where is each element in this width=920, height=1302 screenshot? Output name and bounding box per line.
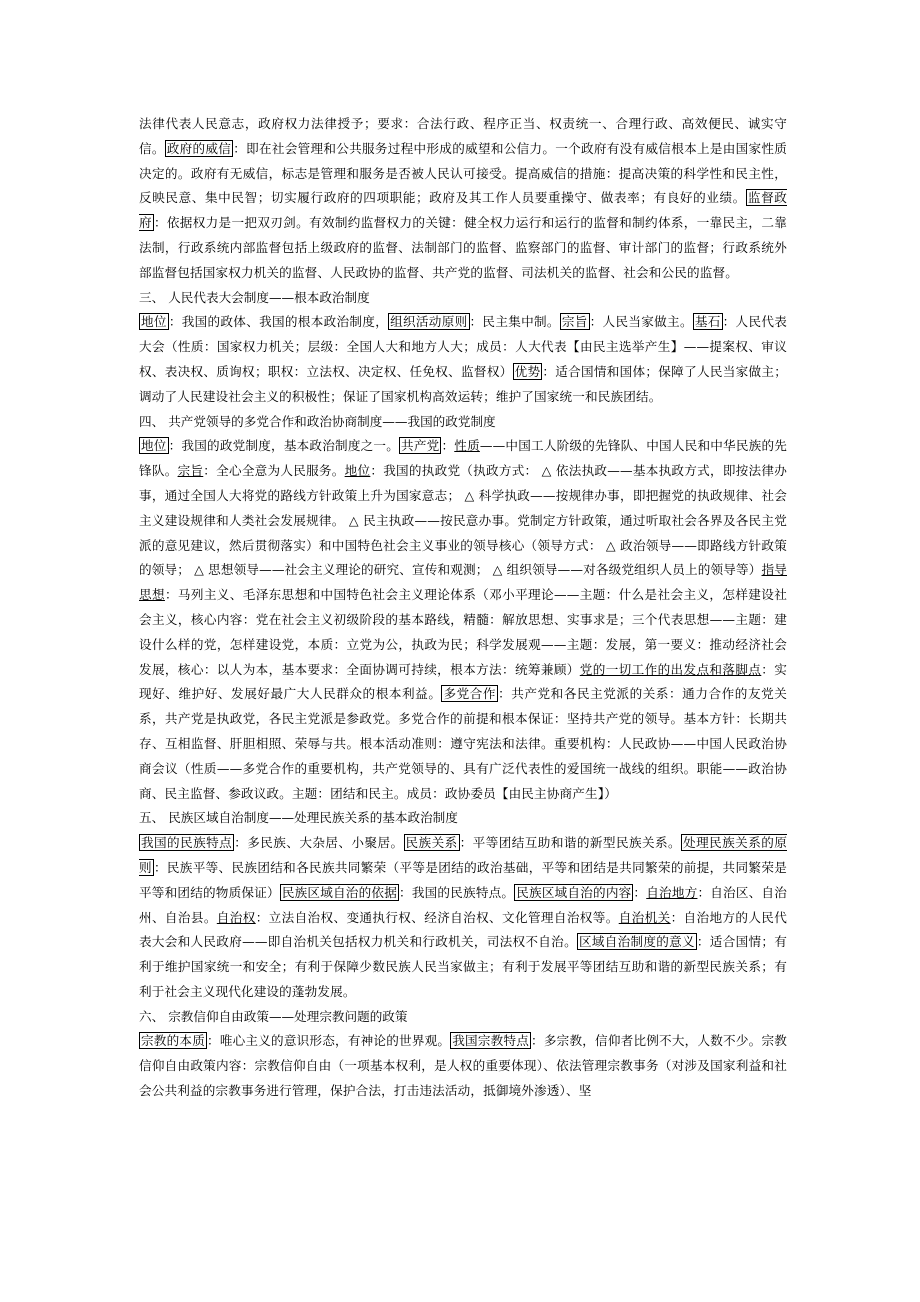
underlined-term: 宗旨 bbox=[177, 463, 204, 479]
underlined-term: 自治机关 bbox=[618, 909, 671, 925]
text-run: ：多宗教，信仰者比例不大，人数不少。宗教信仰自由政策内容：宗教信仰自由（一项基本权利，是人权的重要体现）、依法管理宗教事务（对涉及国家利益和社会公共利益的宗教事务进行管理，保护合法，打击违法活动，抵御境外渗透）、坚 bbox=[139, 1033, 788, 1099]
paragraph bbox=[139, 112, 787, 286]
boxed-term: 政府的威信 bbox=[166, 140, 232, 156]
document-body bbox=[139, 112, 787, 1104]
text-run: ：全心全意为人民服务。 bbox=[203, 463, 345, 479]
section-heading bbox=[139, 1005, 787, 1030]
underlined-term: 自治权 bbox=[216, 909, 256, 925]
boxed-term: 组织活动原则 bbox=[390, 314, 468, 330]
text-run: 五、 民族区域自治制度——处理民族关系的基本政治制度 bbox=[139, 810, 458, 826]
underlined-term: 自治地方 bbox=[646, 884, 698, 900]
boxed-term: 监督政府 bbox=[139, 190, 788, 231]
text-run: ： bbox=[441, 438, 455, 454]
boxed-term: 民族区域自治的内容 bbox=[516, 884, 632, 900]
text-run: ：平等团结互助和谐的新型民族关系。 bbox=[459, 835, 682, 851]
text-run: 六、 宗教信仰自由政策——处理宗教问题的政策 bbox=[139, 1008, 408, 1024]
paragraph bbox=[139, 1029, 787, 1103]
boxed-term: 我国宗教特点 bbox=[452, 1033, 530, 1049]
underlined-term: 地位 bbox=[344, 463, 371, 479]
text-run: ： bbox=[633, 884, 647, 900]
text-run: ：人民当家做主。 bbox=[589, 314, 693, 330]
boxed-term: 地位 bbox=[141, 438, 167, 454]
paragraph bbox=[139, 434, 787, 806]
text-run: ：人民代表大会（性质：国家权力机关；层级：全国人大和地方人大；成员：人大代表【由民主选举产生】——提案权、审议权、表决权、质询权；职权：立法权、决定权、任免权、监督权） bbox=[139, 314, 787, 379]
text-run: ：我国的政党制度，基本政治制度之一。 bbox=[168, 438, 400, 454]
boxed-term: 宗教的本质 bbox=[141, 1033, 206, 1049]
text-run: ：立法自治权、变通执行权、经济自治权、文化管理自治权等。 bbox=[255, 909, 619, 925]
text-run: ：我国的民族特点。 bbox=[399, 884, 515, 900]
boxed-term: 区域自治制度的意义 bbox=[578, 934, 695, 950]
text-run: ——中国工人阶级的先锋队、中国人民和中华民族的先锋队。 bbox=[139, 438, 787, 479]
section-heading bbox=[139, 286, 787, 311]
boxed-term: 地位 bbox=[141, 314, 167, 330]
underlined-term: 党的一切工作的出发点和落脚点 bbox=[579, 661, 762, 677]
text-run: ：适合国情；有利于维护国家统一和安全；有利于保障少数民族人民当家做主；有利于发展平等团结互助和谐的新型民族关系；有利于社会主义现代化建设的蓬勃发展。 bbox=[139, 934, 787, 999]
underlined-term: 性质 bbox=[454, 438, 480, 454]
text-run: ：自治区、自治州、自治县。 bbox=[139, 884, 787, 925]
text-run: ：依据权力是一把双刃剑。有效制约监督权力的关键：健全权力运行和运行的监督和制约体系，一靠民主，二靠法制，行政系统内部监督包括上级政府的监督、法制部门的监督、监察部门的监督、审计部门的监督；行政系统外部监督包括国家权力机关的监督、人民政协的监督、共产党的监督、司法机关的监督、社会和公民的监督。 bbox=[139, 215, 787, 280]
text-run: ：自治地方的人民代表大会和人民政府——即自治机关包括权力机关和行政机关，司法权不自治。 bbox=[139, 909, 788, 950]
boxed-term: 民族区域自治的依据 bbox=[281, 884, 398, 900]
boxed-term: 多党合作 bbox=[443, 686, 497, 702]
text-run: ：实现好、维护好、发展好最广大人民群众的根本利益。 bbox=[139, 661, 787, 702]
text-run: ：我国的政体、我国的根本政治制度， bbox=[168, 314, 389, 330]
boxed-term: 宗旨 bbox=[561, 314, 588, 330]
paragraph bbox=[139, 310, 787, 409]
boxed-term: 基石 bbox=[694, 314, 721, 330]
text-run: ：马列主义、毛泽东思想和中国特色社会主义理论体系（邓小平理论——主题：什么是社会主义，怎样建设社会主义，核心内容：党在社会主义初级阶段的基本路线，精髓：解放思想、实事求是；三个代表思想——主题：建设什么样的党，怎样建设党，本质：立党为公，执政为民；科学发展观——主题：发展，第一要义：推动经济社会发展，核心：以人为本，基本要求：全面协调可持续，根本方法：统筹兼顾） bbox=[139, 587, 787, 677]
paragraph bbox=[139, 831, 787, 1005]
section-heading bbox=[139, 806, 787, 831]
text-run: ：我国的执政党（执政方式： △ 依法执政——基本执政方式，即按法律办事，通过全国人大将党的路线方针政策上升为国家意志； △ 科学执政——按规律办事，即把握党的执政规律、社会主义建设规律和人类社会发展规律。 △ 民主执政——按民意办事。党制定方针政策，通过听取社会各界及各民主党派的意见建议，然后贯彻落实）和中国特色社会主义事业的领导核心（领导方式： △ 政治领导——即路线方针政策的领导； △ 思想领导——社会主义理论的研究、宣传和观测； △ 组织领导——对各级党组织人员上的领导等） bbox=[139, 463, 787, 578]
text-run: 四、 共产党领导的多党合作和政治协商制度——我国的政党制度 bbox=[139, 413, 496, 429]
text-run: 法律代表人民意志，政府权力法律授予；要求：合法行政、程序正当、权责统一、合理行政、高效便民、诚实守信。 bbox=[139, 116, 787, 156]
boxed-term: 我国的民族特点 bbox=[141, 835, 233, 851]
text-run: ：民主集中制。 bbox=[469, 314, 560, 330]
text-run: 三、 人民代表大会制度——根本政治制度 bbox=[139, 289, 370, 305]
text-run: ：民族平等、民族团结和各民族共同繁荣（平等是团结的政治基础，平等和团结是共同繁荣的前提，共同繁荣是平等和团结的物质保证） bbox=[139, 859, 787, 900]
boxed-term: 民族关系 bbox=[405, 835, 458, 851]
boxed-term: 处理民族关系的原则 bbox=[139, 835, 787, 875]
text-run: ：多民族、大杂居、小聚居。 bbox=[234, 835, 404, 851]
text-run: ：即在社会管理和公共服务过程中形成的威望和公信力。一个政府有没有威信根本上是由国家性质决定的。政府有无威信，标志是管理和服务是否被人民认可接受。提高威信的措施：提高决策的科学性和民主性，反映民意、集中民智；切实履行政府的四项职能；政府及其工作人员要重操守、做表率；有良好的业绩。 bbox=[139, 140, 787, 206]
boxed-term: 优势 bbox=[514, 363, 541, 379]
text-run: ：共产党和各民主党派的关系：通力合作的友党关系，共产党是执政党，各民主党派是参政党。多党合作的前提和根本保证：坚持共产党的领导。基本方针：长期共存、互相监督、肝胆相照、荣辱与共。根本活动准则：遵守宪法和法律。重要机构：人民政协——中国人民政治协商会议（性质——多党合作的重要机构，共产党领导的、具有广泛代表性的爱国统一战线的组织。职能——政治协商、民主监督、参政议政。主题：团结和民主。成员：政协委员【由民主协商产生】） bbox=[139, 686, 787, 801]
text-run: ：唯心主义的意识形态，有神论的世界观。 bbox=[207, 1033, 451, 1049]
section-heading bbox=[139, 410, 787, 435]
boxed-term: 共产党 bbox=[401, 438, 440, 454]
underlined-term: 指导思想 bbox=[139, 562, 787, 603]
text-run: ：适合国情和国体；保障了人民当家做主；调动了人民建设社会主义的积极性；保证了国家机构高效运转；维护了国家统一和民族团结。 bbox=[139, 363, 787, 404]
